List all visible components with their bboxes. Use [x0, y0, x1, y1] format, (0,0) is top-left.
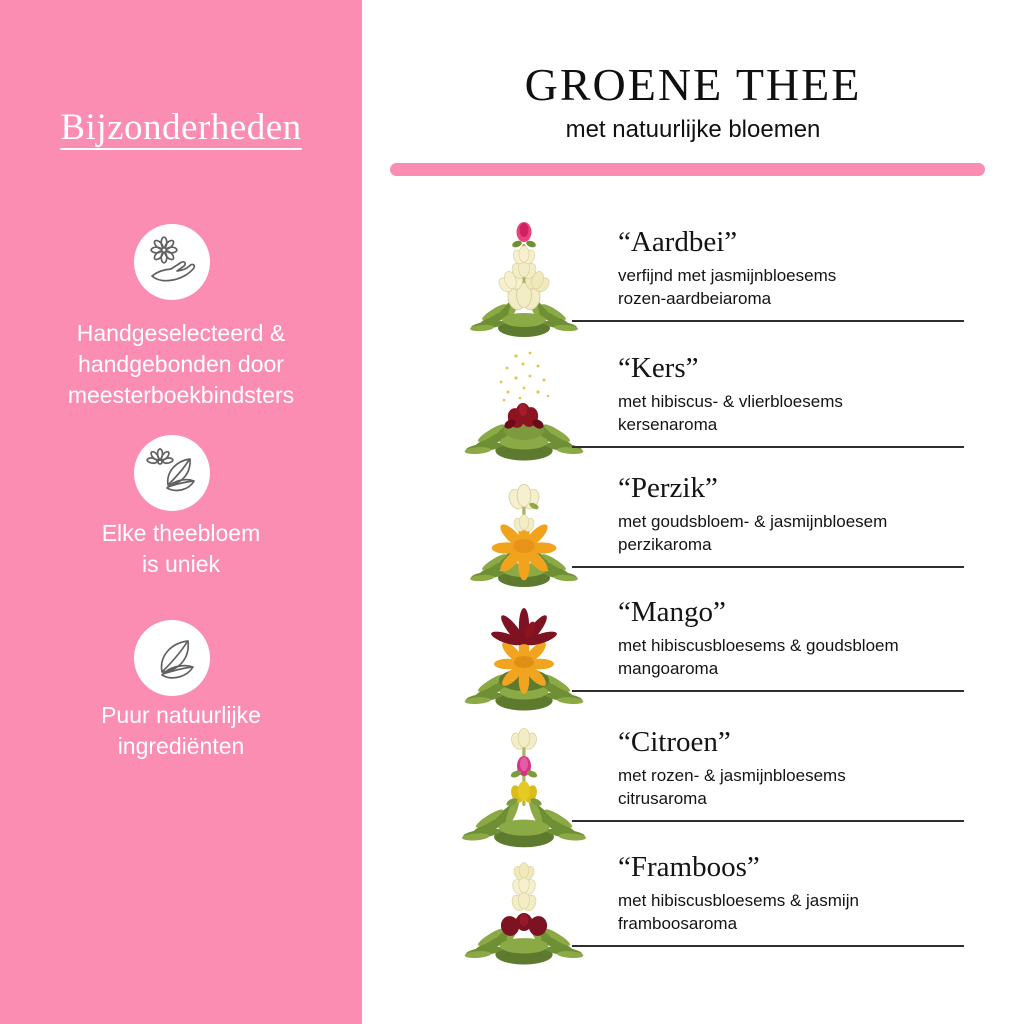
- tea-name: “Framboos”: [618, 851, 760, 883]
- sidebar-title: Bijzonderheden: [60, 107, 302, 148]
- mango-tea-flower-image: [460, 590, 588, 722]
- feature-unique-text: Elke theebloem is uniek: [101, 520, 261, 577]
- divider-line: [572, 820, 964, 822]
- tea-row-citroen: [572, 724, 964, 822]
- raspberry-tea-flower-image: [460, 844, 588, 976]
- tea-description: met goudsbloem- & jasmijnbloesem perzikaroma: [618, 512, 888, 554]
- strawberry-tea-flower-image: [460, 210, 588, 342]
- tea-description: met hibiscus- & vlierbloesems kersenaroma: [618, 392, 843, 434]
- cherry-tea-flower-image: [460, 340, 588, 472]
- flower-with-leaves-icon: [134, 435, 210, 511]
- tea-row-framboos: [572, 849, 964, 947]
- hand-holding-flower-icon: [134, 224, 210, 300]
- pink-accent-bar: [390, 163, 985, 176]
- divider-line: [572, 320, 964, 322]
- tea-row-perzik: [572, 470, 964, 568]
- tea-name: “Perzik”: [618, 472, 718, 504]
- divider-line: [572, 566, 964, 568]
- tea-description: verfijnd met jasmijnbloesems rozen-aardbeiaroma: [618, 266, 837, 308]
- peach-tea-flower-image: [460, 466, 588, 598]
- divider-line: [572, 945, 964, 947]
- tea-name: “Mango”: [618, 596, 726, 628]
- lemon-tea-flower-image: [460, 718, 588, 850]
- tea-name: “Citroen”: [618, 726, 731, 758]
- tea-row-kers: [572, 350, 964, 448]
- two-leaves-icon: [134, 620, 210, 696]
- tea-row-aardbei: [572, 224, 964, 322]
- page-subtitle: met natuurlijke bloemen: [565, 116, 821, 143]
- tea-description: met hibiscusbloesems & jasmijn framboosaroma: [618, 891, 859, 933]
- feature-handmade-text: Handgeselecteerd & handgebonden door meesterboekbindsters: [67, 320, 295, 408]
- tea-row-mango: [572, 594, 964, 692]
- tea-name: “Kers”: [618, 352, 699, 384]
- tea-description: met rozen- & jasmijnbloesems citrusaroma: [618, 766, 846, 808]
- tea-name: “Aardbei”: [618, 226, 738, 258]
- sidebar-panel: [0, 0, 362, 1024]
- tea-description: met hibiscusbloesems & goudsbloem mangoaroma: [618, 636, 899, 678]
- divider-line: [572, 690, 964, 692]
- page-title: GROENE THEE: [524, 59, 862, 110]
- feature-natural-text: Puur natuurlijke ingrediënten: [101, 702, 261, 759]
- divider-line: [572, 446, 964, 448]
